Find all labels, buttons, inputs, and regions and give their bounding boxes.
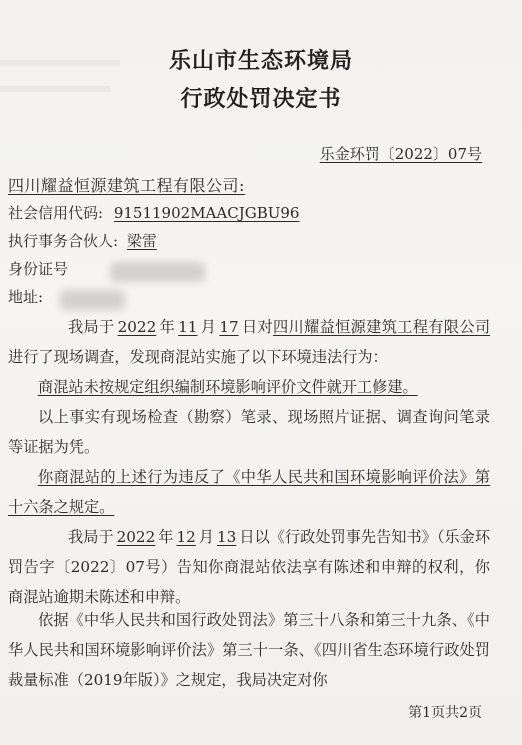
- partner-label: 执行事务合伙人:: [8, 232, 119, 250]
- paragraph-notice: 我局于 2022 年 12 月 13 日以《行政处罚事先告知书》（乐金环罚告字〔2022〕07号）告知你商混站依法享有陈述和申辩的权利，你商混站逾期未陈述和申辩。: [8, 528, 491, 606]
- address-row: [8, 286, 43, 307]
- party-company: 四川耀益恒源建筑工程有限公司:: [8, 176, 245, 195]
- agency-title: 乐山市生态环境局: [168, 48, 353, 74]
- address-label: 地址:: [8, 288, 44, 306]
- paragraph-investigation: 我局于 2022 年 11 月 17 日对四川耀益恒源建筑工程有限公司进行了现场调查，发现商混站实施了以下环境违法行为：: [8, 318, 491, 366]
- credit-code-label: 社会信用代码:: [8, 204, 104, 222]
- redacted-address: [60, 290, 125, 310]
- document-title: 行政处罚决定书: [180, 86, 342, 112]
- partner-value: 梁雷: [126, 232, 157, 250]
- paragraph-evidence: 以上事实有现场检查（勘察）笔录、现场照片证据、调查询问笔录等证据为凭。: [8, 408, 490, 456]
- paragraph-violation: 商混站未按规定组织编制环境影响评价文件就开工修建。: [38, 378, 418, 396]
- page-number: 第1页共2页: [408, 705, 482, 721]
- id-row: [8, 258, 68, 279]
- document-number: 乐金环罚〔2022〕07号: [319, 145, 482, 163]
- credit-code-row: [8, 202, 299, 223]
- paragraph-law-violated: 你商混站的上述行为违反了《中华人民共和国环境影响评价法》第十六条之规定。: [8, 468, 490, 516]
- paragraph-decision-basis: 依据《中华人民共和国行政处罚法》第三十八条和第三十九条、《中华人民共和国环境影响评价法》第三十一条、《四川省生态环境行政处罚裁量标准（2019年版）》之规定，我局决定对你: [8, 611, 490, 689]
- id-label: 身份证号: [8, 260, 69, 278]
- credit-code-value: 91511902MAACJGBU96: [113, 204, 300, 222]
- redacted-id: [110, 262, 205, 282]
- partner-row: [8, 230, 157, 251]
